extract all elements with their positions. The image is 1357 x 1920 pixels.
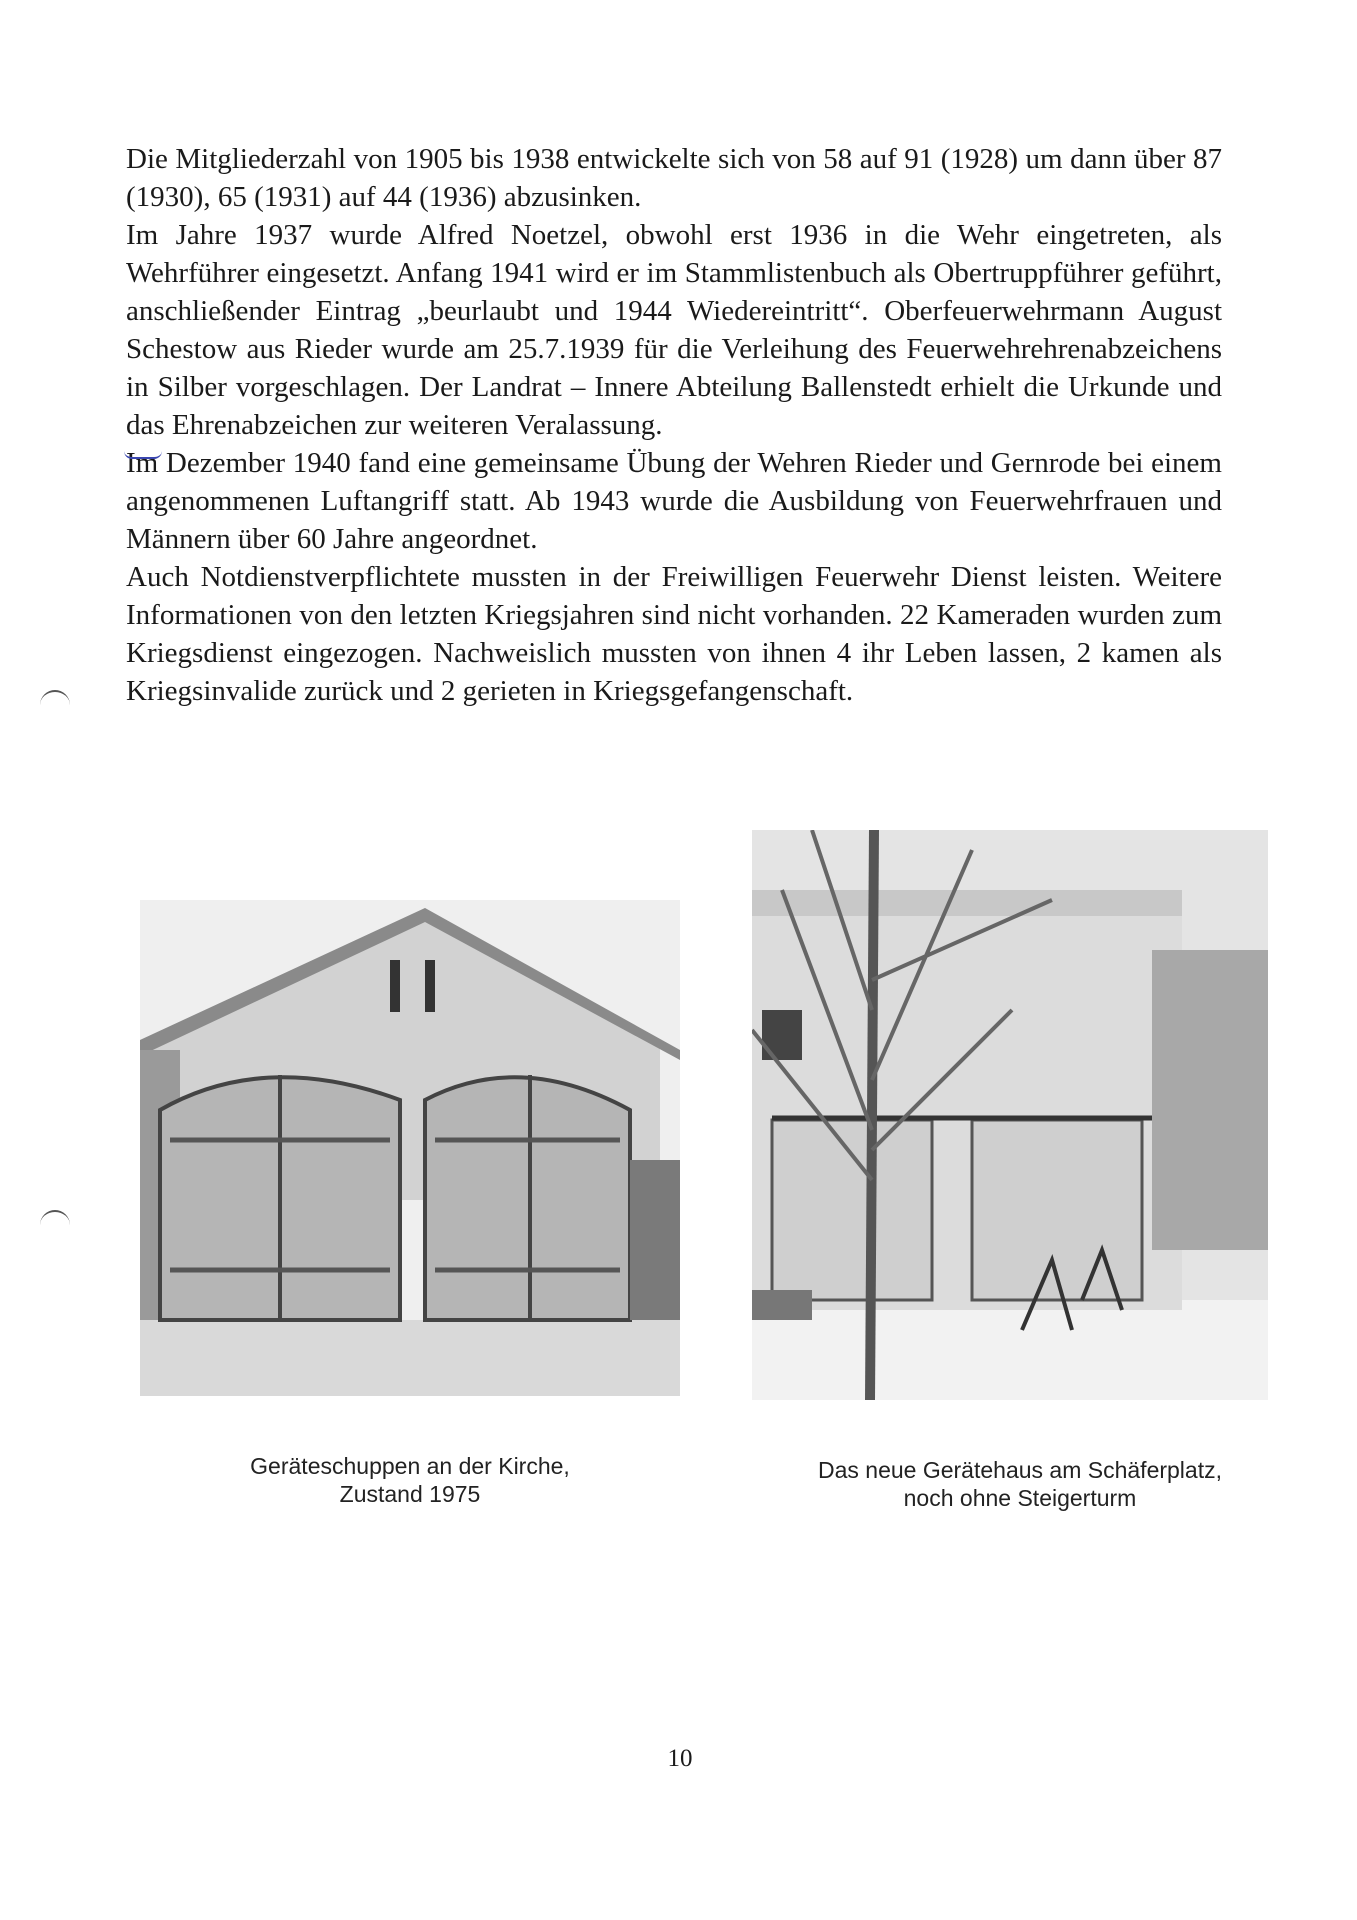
photo-new-equipment-house [752, 830, 1268, 1400]
paragraph: Auch Notdienstverpflichtete mussten in der Freiwilligen Feuerwehr Dienst leisten. Weitere Informationen von den letzten Kriegsjahren sind nicht vorhanden. 22 Kameraden wurden zum Kriegsdienst eingezogen. Nachweislich mussten von ihnen 4 ihr Leben lassen, 2 kamen als Kriegsinvalide zurück und 2 gerieten in Kriegsgefangenschaft. [126, 561, 1222, 707]
caption-right [770, 1456, 1270, 1512]
paragraph: Die Mitgliederzahl von 1905 bis 1938 entwickelte sich von 58 auf 91 (1928) um dann über 87 (1930), 65 (1931) auf 44 (1936) abzusinken. [126, 143, 1222, 213]
paragraph: Im Dezember 1940 fand eine gemeinsame Übung der Wehren Rieder und Gernrode bei einem angenommenen Luftangriff statt. Ab 1943 wurde die Ausbildung von Feuerwehrfrauen und Männern über 60 Jahre angeordnet. [126, 447, 1222, 555]
caption-left [190, 1452, 630, 1508]
body-text [126, 140, 1222, 710]
caption-line: Geräteschuppen an der Kirche, [250, 1453, 570, 1479]
margin-mark [40, 690, 70, 706]
shed-photo-image [140, 900, 680, 1396]
house-photo-image [752, 830, 1268, 1400]
pen-mark [124, 451, 162, 459]
caption-line: Zustand 1975 [339, 1481, 481, 1507]
paragraph: Im Jahre 1937 wurde Alfred Noetzel, obwohl erst 1936 in die Wehr eingetreten, als Wehrführer eingesetzt. Anfang 1941 wird er im Stammlistenbuch als Obertruppführer geführt, anschließender Eintrag „beurlaubt und 1944 Wiedereintritt“. Oberfeuerwehrmann August Schestow aus Rieder wurde am 25.7.1939 für die Verleihung des Feuerwehrehrenabzeichens in Silber vorgeschlagen. Der Landrat – Innere Abteilung Ballenstedt erhielt die Urkunde und das Ehrenabzeichen zur weiteren Veralassung. [126, 219, 1222, 441]
page-number: 10 [667, 1745, 693, 1772]
caption-line: Das neue Gerätehaus am Schäferplatz, [817, 1457, 1222, 1483]
caption-line: noch ohne Steigerturm [903, 1485, 1137, 1511]
photo-equipment-shed [140, 900, 680, 1396]
margin-mark [40, 1210, 70, 1226]
